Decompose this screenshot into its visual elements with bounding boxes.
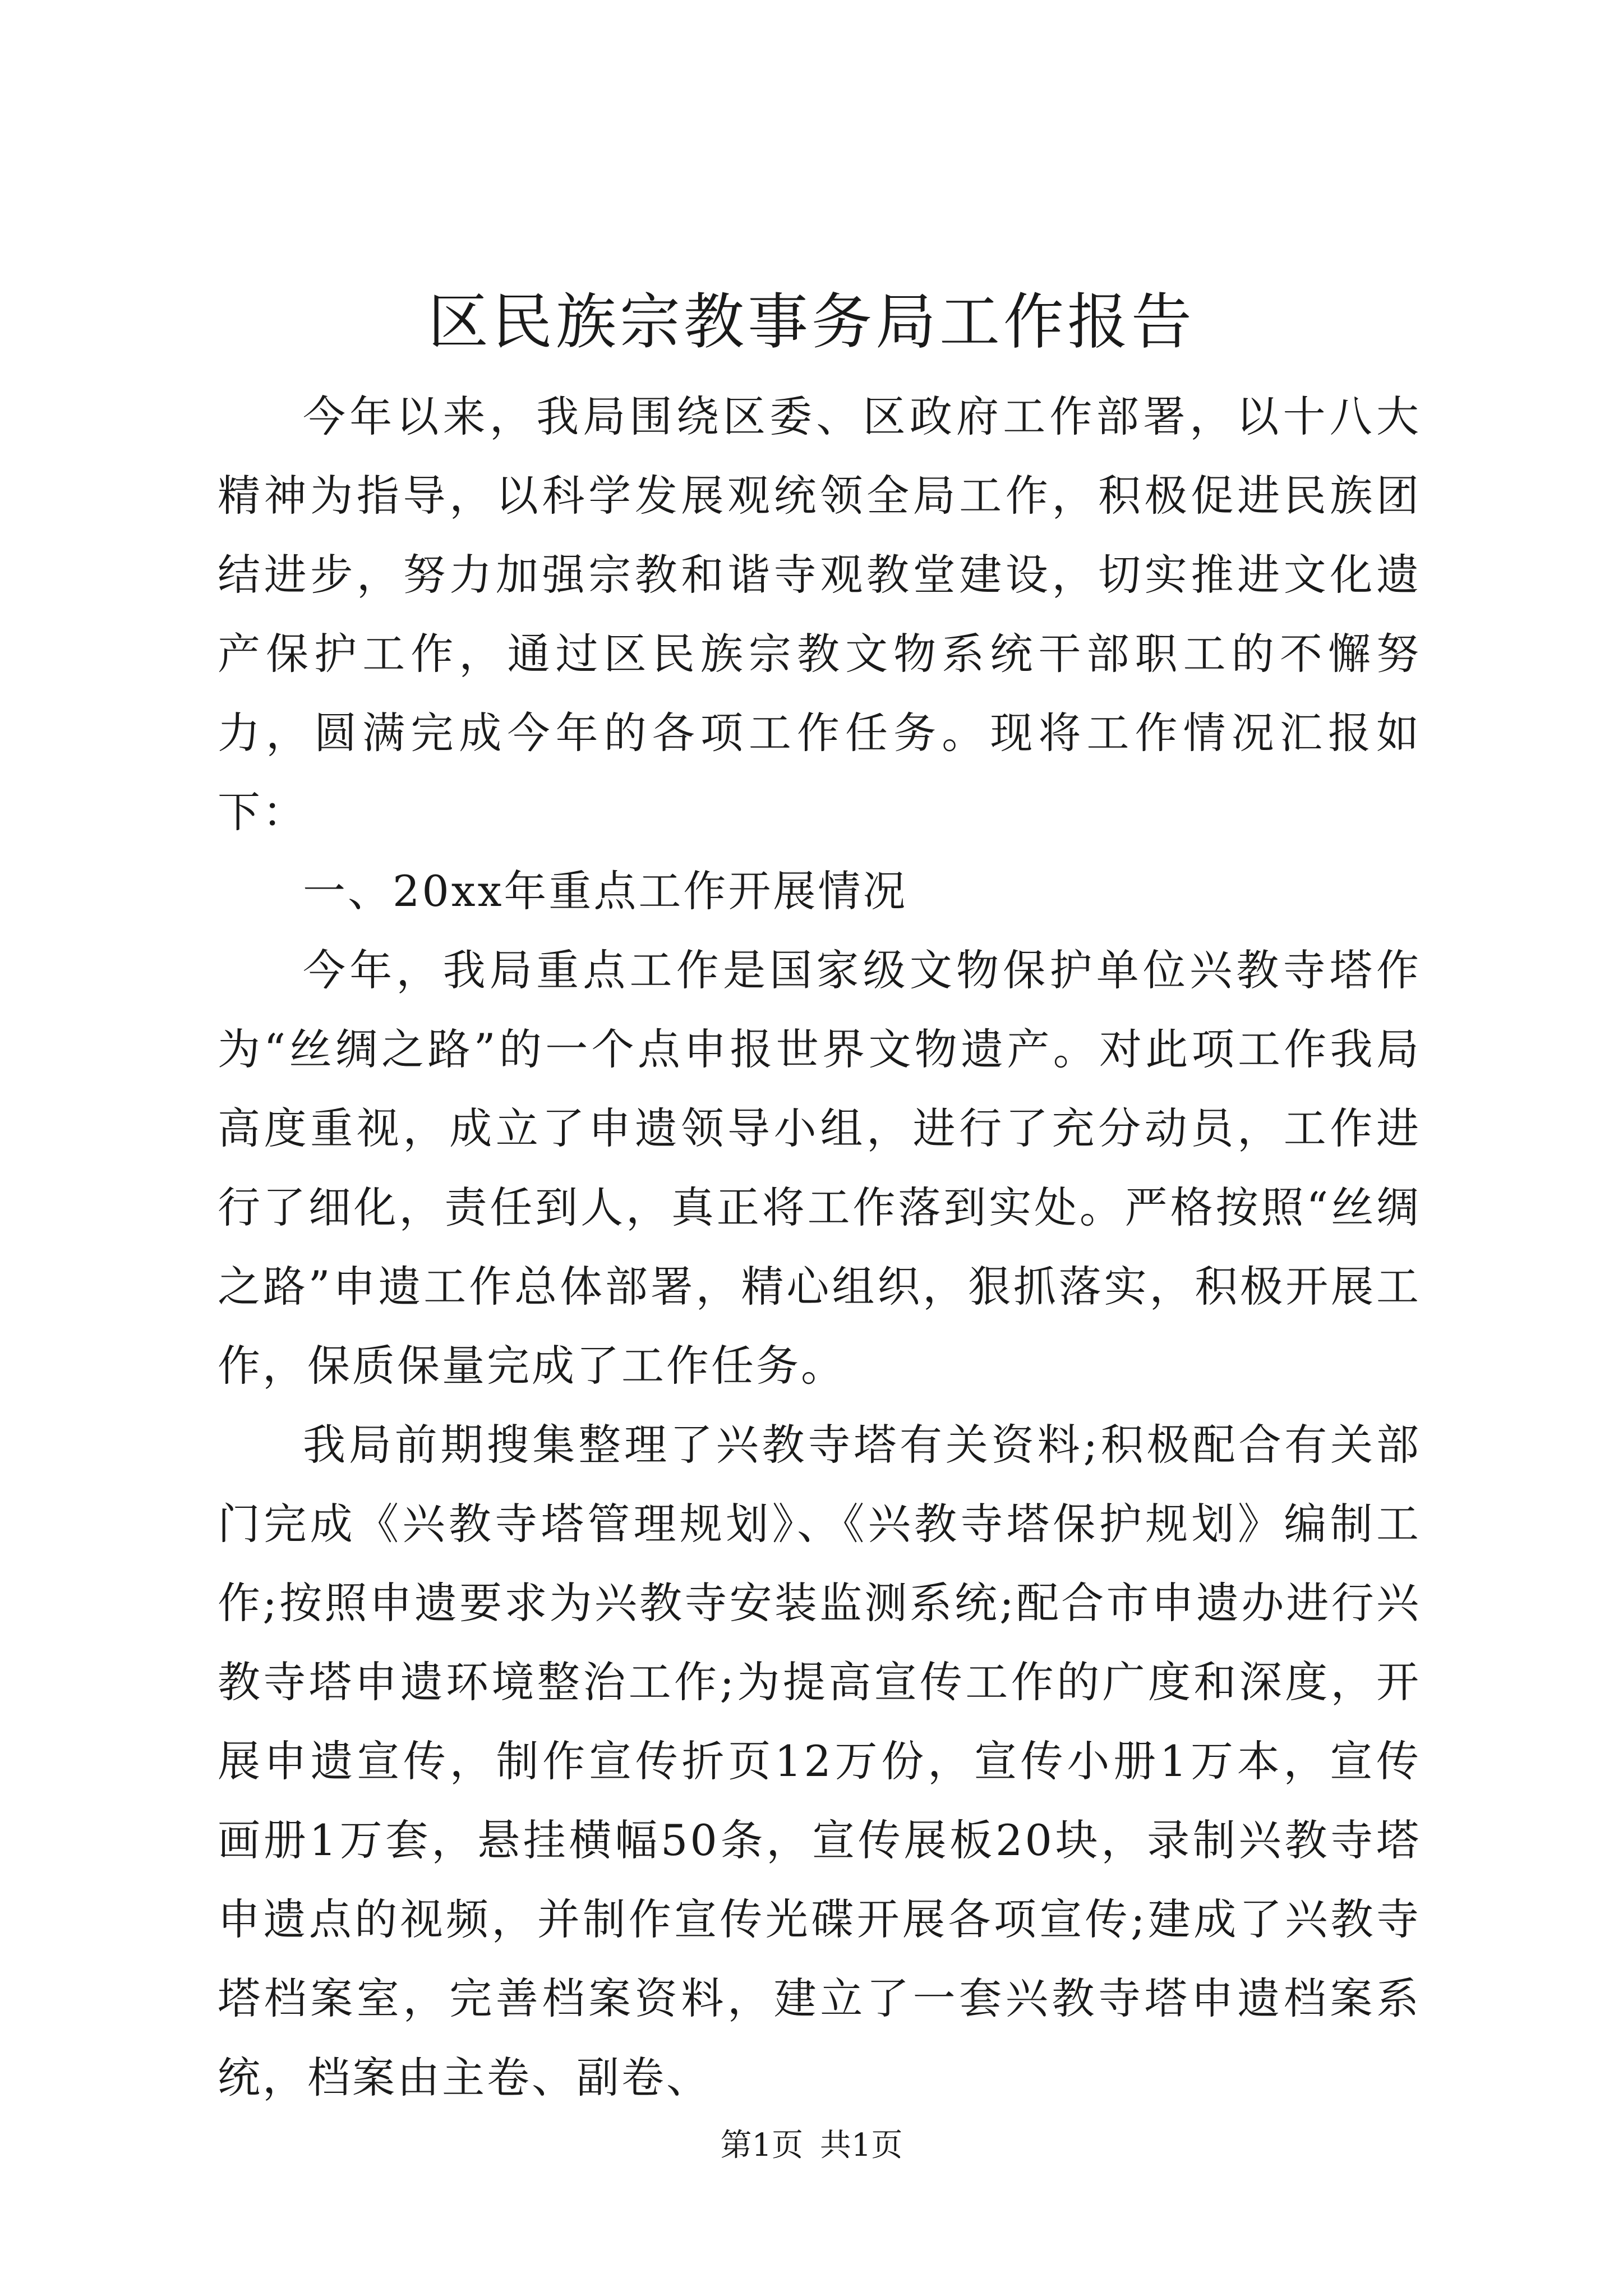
- page-total: 共1页: [819, 2127, 903, 2164]
- paragraph-intro: 今年以来，我局围绕区委、区政府工作部署，以十八大精神为指导，以科学发展观统领全局工作，积极促进民族团结进步，努力加强宗教和谐寺观教堂建设，切实推进文化遗产保护工作，通过区民族宗教文物系统干部职工的不懈努力，圆满完成今年的各项工作任务。现将工作情况汇报如下：: [218, 392, 1421, 837]
- document-title: 区民族宗教事务局工作报告: [427, 287, 1195, 357]
- document-body: [218, 377, 1421, 2117]
- section-heading: 一、20xx年重点工作开展情况: [303, 866, 908, 916]
- page-number: 第1页: [720, 2127, 804, 2164]
- paragraph-key-work: 今年，我局重点工作是国家级文物保护单位兴教寺塔作为“丝绸之路”的一个点申报世界文物遗产。对此项工作我局高度重视，成立了申遗领导小组，进行了充分动员，工作进行了细化，责任到人，真正将工作落到实处。严格按照“丝绸之路”申遗工作总体部署，精心组织，狠抓落实，积极开展工作，保质保量完成了工作任务。: [218, 945, 1421, 1391]
- paragraph-details: 我局前期搜集整理了兴教寺塔有关资料;积极配合有关部门完成《兴教寺塔管理规划》、《兴教寺塔保护规划》编制工作;按照申遗要求为兴教寺安装监测系统;配合市申遗办进行兴教寺塔申遗环境整治工作;为提高宣传工作的广度和深度，开展申遗宣传，制作宣传折页12万份，宣传小册1万本，宣传画册1万套，悬挂横幅50条，宣传展板20块，录制兴教寺塔申遗点的视频，并制作宣传光碟开展各项宣传;建成了兴教寺塔档案室，完善档案资料，建立了一套兴教寺塔申遗档案系统，档案由主卷、副卷、: [218, 1420, 1421, 2102]
- page-footer: [0, 2126, 1623, 2165]
